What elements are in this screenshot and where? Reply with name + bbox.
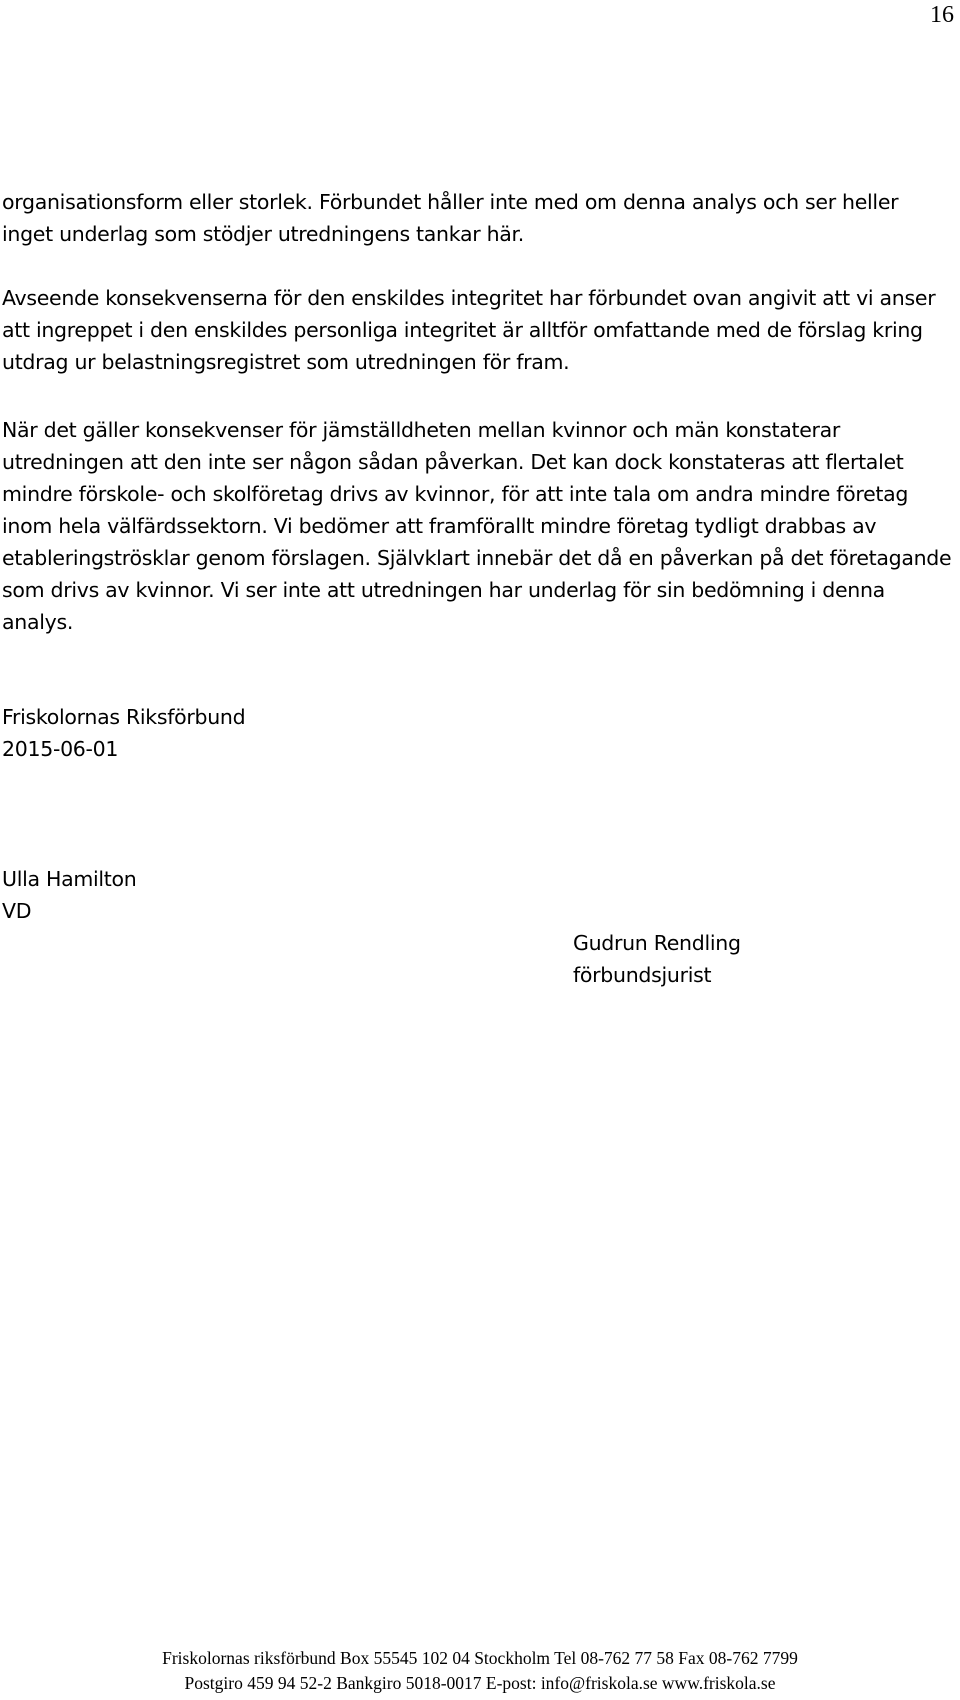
document-date: 2015-06-01 [2, 737, 119, 761]
sender-block [2, 701, 952, 765]
paragraph-text: När det gäller konsekvenser för jämställdheten mellan kvinnor och män konstaterar utredningen att den inte ser någon sådan påverkan. Det kan dock konstateras att flertalet mindre förskole- och skolföretag drivs av kvinnor, för att inte tala om andra mindre företag inom hela välfärdssektorn. Vi bedömer att framförallt mindre företag tydligt drabbas av etableringströsklar genom förslagen. Självklart innebär det då en påverkan på det företagande som drivs av kvinnor. Vi ser inte att utredningen har underlag för sin bedömning i denna analys. [2, 418, 952, 634]
organization-name: Friskolornas Riksförbund [2, 705, 246, 729]
signer-1-block [2, 863, 952, 927]
paragraph-text: Avseende konsekvenserna för den enskildes integritet har förbundet ovan angivit att vi anser att ingreppet i den enskildes personliga integritet är alltför omfattande med de förslag kring utdrag ur belastningsregistret som utredningen för fram. [2, 286, 936, 374]
paragraph-continuation [2, 186, 952, 250]
signer-2-title: förbundsjurist [573, 963, 712, 987]
signer-1-title: VD [2, 899, 32, 923]
paragraph-integrity [2, 282, 952, 378]
footer-payment-line: Postgiro 459 94 52-2 Bankgiro 5018-0017 E-post: info@friskola.se www.friskola.se [184, 1673, 776, 1693]
signer-2-name: Gudrun Rendling [573, 931, 741, 955]
signer-1-name: Ulla Hamilton [2, 867, 137, 891]
paragraph-text: organisationsform eller storlek. Förbundet håller inte med om denna analys och ser heller inget underlag som stödjer utredningens tankar här. [2, 190, 899, 246]
footer-contact-line: Friskolornas riksförbund Box 55545 102 04 Stockholm Tel 08-762 77 58 Fax 08-762 7799 [162, 1648, 798, 1668]
signer-2-block [573, 927, 741, 991]
page-number: 16 [930, 2, 954, 28]
paragraph-equality [2, 414, 952, 638]
